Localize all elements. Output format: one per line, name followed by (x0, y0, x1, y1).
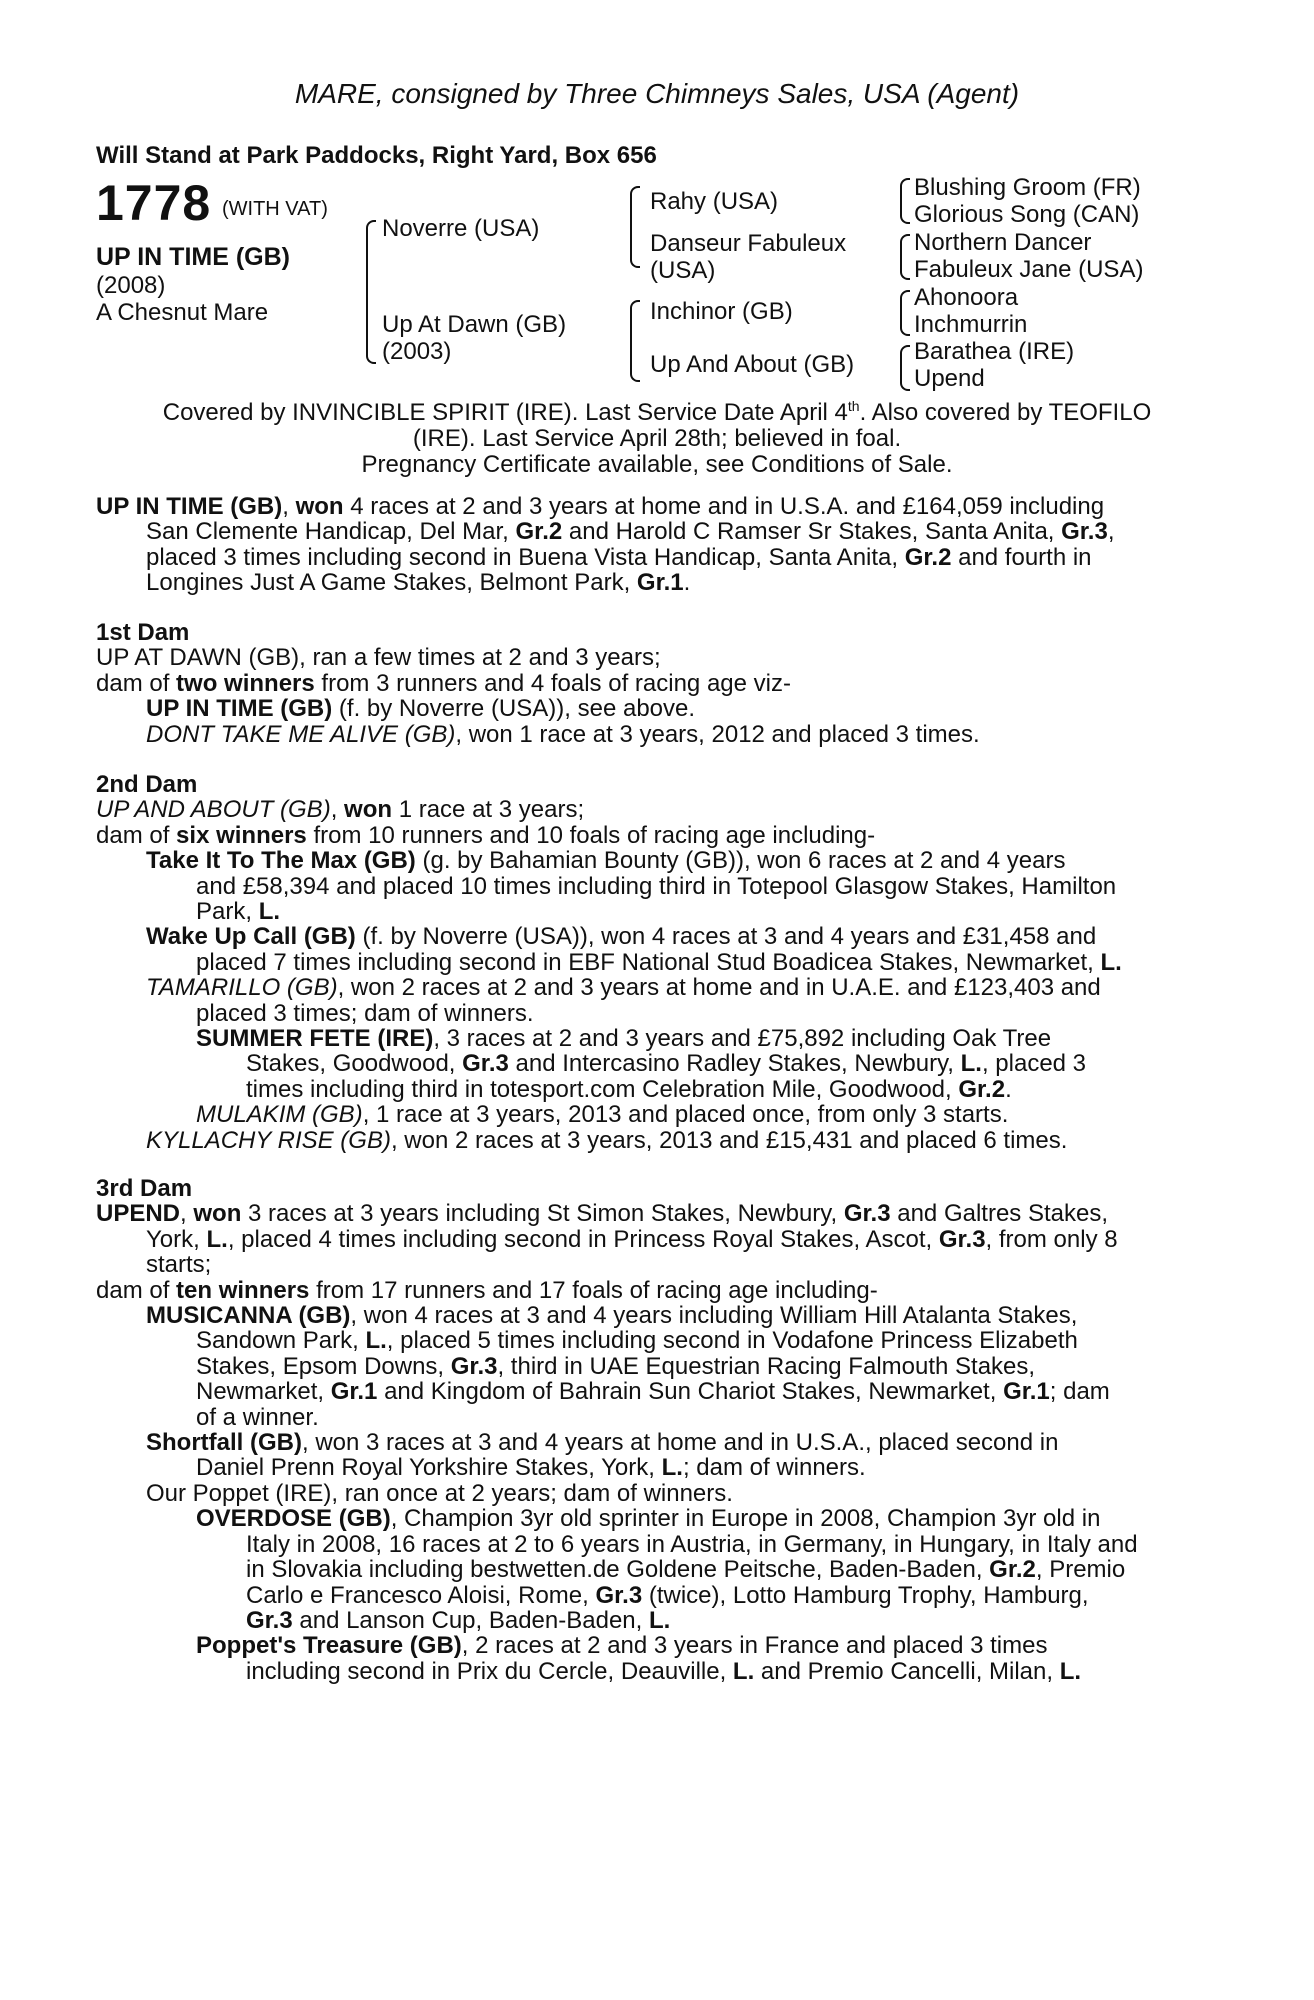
pedigree-brace-3c (900, 290, 910, 336)
dam-text: Stakes, Goodwood, (246, 1050, 463, 1078)
dam-text: , 2 races at 2 and 3 years in France and placed 3 times (461, 1632, 1048, 1660)
third-dam-section (96, 1176, 1196, 1684)
dam-text: placed 7 times including second in EBF National Stud Boadicea Stakes, Newmarket, (196, 948, 1101, 976)
dam-name: UPEND (96, 1200, 181, 1228)
dam-text: , won 1 race at 3 years, 2012 and placed 3 times. (455, 720, 980, 748)
dam-text: UP AT DAWN (GB), ran a few times at 2 and 3 years; (96, 644, 661, 672)
grade: Gr.3 (938, 1225, 986, 1253)
dam-text: Park, (196, 898, 259, 926)
grade: Gr.2 (904, 543, 952, 571)
progeny-name: Shortfall (GB) (146, 1429, 302, 1457)
progeny-name: Poppet's Treasure (GB) (196, 1632, 462, 1660)
dam-text: , placed 3 (981, 1050, 1087, 1078)
dam-text: from 10 runners and 10 foals of racing age including- (306, 821, 876, 849)
pedigree-sds: Northern Dancer (914, 229, 1092, 256)
dam-text: Carlo e Francesco Aloisi, Rome, (246, 1581, 596, 1609)
dam-text: dam of (96, 821, 177, 849)
section-heading: 3rd Dam (96, 1175, 193, 1202)
dam-won: won (193, 1200, 242, 1228)
progeny-name: DONT TAKE ME ALIVE (GB) (146, 720, 456, 748)
grade: Gr.3 (595, 1581, 643, 1609)
horse-year: (2008) (96, 272, 166, 299)
pedigree-sss: Blushing Groom (FR) (914, 174, 1141, 201)
grade: L. (960, 1050, 982, 1078)
summary-text: , (1107, 518, 1115, 546)
consignor-heading: MARE, consigned by Three Chimneys Sales, USA (Agent) (294, 78, 1020, 109)
progeny-name: MUSICANNA (GB) (146, 1302, 351, 1330)
dam-text: dam of (96, 669, 177, 697)
summary-name: UP IN TIME (GB) (96, 493, 283, 520)
grade: Gr.1 (636, 569, 684, 597)
grade: Gr.1 (1003, 1378, 1050, 1406)
summary-text: San Clemente Handicap, Del Mar, (146, 518, 516, 546)
grade: Gr.1 (330, 1378, 378, 1406)
dam-text: , won 4 races at 3 and 4 years including William Hill Atalanta Stakes, (350, 1302, 1078, 1330)
dam-text: from 3 runners and 4 foals of racing age viz- (314, 669, 791, 697)
horse-description: A Chesnut Mare (96, 299, 269, 326)
dam-text: , third in UAE Equestrian Racing Falmouth Stakes, (497, 1352, 1036, 1380)
dam-text: York, (146, 1225, 207, 1253)
dam-text: ; dam (1049, 1378, 1110, 1406)
dam-text: Sandown Park, (196, 1327, 366, 1355)
second-dam-section (96, 772, 1196, 1153)
mare-summary (96, 494, 1196, 596)
dam-text: dam of (96, 1276, 177, 1304)
winners-count: six winners (176, 821, 307, 849)
dam-text: . (1005, 1075, 1012, 1103)
grade: Gr.3 (1061, 518, 1108, 546)
winners-count: ten winners (176, 1276, 310, 1304)
pedigree-brace-3b (900, 234, 910, 280)
dam-text: in Slovakia including bestwetten.de Goldene Peitsche, Baden-Baden, (246, 1556, 990, 1584)
section-heading: 1st Dam (96, 619, 190, 646)
pedigree-sire-sire: Rahy (USA) (650, 188, 779, 215)
summary-text: and Harold C Ramser Sr Stakes, Santa Anita, (562, 518, 1062, 546)
progeny-name: SUMMER FETE (IRE) (196, 1025, 434, 1053)
first-dam-section (96, 620, 1196, 747)
progeny-name: Take It To The Max (GB) (146, 847, 416, 875)
grade: Gr.3 (843, 1200, 891, 1228)
pedigree-brace-3d (900, 345, 910, 391)
dam-text: , won 2 races at 3 years, 2013 and £15,431 and placed 6 times. (390, 1126, 1068, 1154)
dam-text: , from only 8 (985, 1225, 1118, 1253)
summary-text: . (683, 569, 691, 597)
dam-text: , 3 races at 2 and 3 years and £75,892 including Oak Tree (433, 1025, 1052, 1053)
pedigree-dam: Up At Dawn (GB) (382, 311, 567, 338)
pedigree-dsd: Inchmurrin (914, 311, 1028, 338)
dam-text: Stakes, Epsom Downs, (196, 1352, 451, 1380)
dam-text: from 17 runners and 17 foals of racing age including- (309, 1276, 878, 1304)
dam-text: , 1 race at 3 years, 2013 and placed once, from only 3 starts. (362, 1101, 1009, 1129)
dam-text: Daniel Prenn Royal Yorkshire Stakes, York, (196, 1454, 662, 1482)
grade: L. (206, 1225, 228, 1253)
grade: Gr.2 (989, 1556, 1036, 1584)
dam-text: , Premio (1035, 1556, 1126, 1584)
pedigree-ddd: Upend (914, 365, 985, 392)
dam-text: and Intercasino Radley Stakes, Newbury, (508, 1050, 961, 1078)
progeny-name: Wake Up Call (GB) (146, 923, 356, 951)
dam-text: Italy in 2008, 16 races at 2 to 6 years in Austria, in Germany, in Hungary, in Italy and (246, 1530, 1138, 1558)
pedigree-brace-1 (366, 220, 376, 364)
pedigree-brace-2a (630, 186, 640, 268)
grade: Gr.3 (450, 1352, 498, 1380)
progeny-name: MULAKIM (GB) (196, 1101, 363, 1129)
dam-text: , placed 4 times including second in Princess Royal Stakes, Ascot, (227, 1225, 939, 1253)
section-heading: 2nd Dam (96, 771, 198, 798)
covered-note (0, 393, 1314, 478)
dam-text: and Galtres Stakes, (890, 1200, 1109, 1228)
grade: Gr.2 (515, 518, 563, 546)
pedigree-dam-dam: Up And About (GB) (650, 351, 855, 378)
dam-text: (g. by Bahamian Bounty (GB)), won 6 races at 2 and 4 years (415, 847, 1066, 875)
grade: L. (1059, 1657, 1082, 1685)
summary-text: placed 3 times including second in Buena Vista Handicap, Santa Anita, (146, 543, 905, 571)
progeny-name: UP IN TIME (GB) (146, 695, 333, 723)
pedigree-brace-2b (630, 300, 640, 382)
grade: Gr.2 (958, 1075, 1006, 1103)
progeny-name: OVERDOSE (GB) (196, 1505, 391, 1533)
dam-text: , won 3 races at 3 and 4 years at home and in U.S.A., placed second in (302, 1429, 1059, 1457)
dam-text: of a winner. (196, 1403, 319, 1431)
summary-sep: , (282, 493, 296, 520)
summary-text: 4 races at 2 and 3 years at home and in U.S.A. and £164,059 including (343, 493, 1105, 520)
lot-number: 1778 (96, 175, 212, 231)
covered-line3: Pregnancy Certificate available, see Conditions of Sale. (361, 451, 953, 478)
pedigree-sdd: Fabuleux Jane (USA) (914, 256, 1144, 283)
pedigree-dss: Ahonoora (914, 284, 1019, 311)
grade: L. (648, 1606, 671, 1634)
dam-text: Newmarket, (196, 1378, 331, 1406)
dam-text: 1 race at 3 years; (392, 796, 585, 824)
dam-text: and £58,394 and placed 10 times including third in Totepool Glasgow Stakes, Hamilton (196, 872, 1117, 900)
grade: L. (1100, 948, 1122, 976)
progeny-name: TAMARILLO (GB) (146, 974, 338, 1002)
dam-text: , (180, 1200, 194, 1228)
grade: L. (661, 1454, 683, 1482)
dam-text: and Premio Cancelli, Milan, (754, 1657, 1060, 1685)
dam-text: , (330, 796, 345, 824)
pedigree-sire: Noverre (USA) (382, 215, 540, 242)
dam-text: and Kingdom of Bahrain Sun Chariot Stakes, Newmarket, (377, 1378, 1004, 1406)
winners-count: two winners (176, 669, 315, 697)
dam-text: times including third in totesport.com Celebration Mile, Goodwood, (246, 1075, 959, 1103)
dam-name: UP AND ABOUT (GB) (96, 796, 331, 824)
dam-text: 3 races at 3 years including St Simon Stakes, Newbury, (241, 1200, 844, 1228)
dam-text: , placed 5 times including second in Vodafone Princess Elizabeth (386, 1327, 1078, 1355)
dam-text: starts; (146, 1251, 212, 1279)
dam-text: and Lanson Cup, Baden-Baden, (292, 1606, 649, 1634)
grade: Gr.3 (246, 1606, 293, 1634)
grade: L. (365, 1327, 387, 1355)
covered-line1-end: . Also covered by TEOFILO (859, 399, 1152, 426)
dam-text: placed 3 times; dam of winners. (196, 999, 534, 1027)
dam-text: including second in Prix du Cercle, Deauville, (246, 1657, 733, 1685)
pedigree-ssd: Glorious Song (CAN) (914, 201, 1140, 228)
covered-line1: Covered by INVINCIBLE SPIRIT (IRE). Last Service Date April 4 (162, 399, 848, 426)
vat-note: (WITH VAT) (222, 198, 328, 220)
dam-won: won (344, 796, 393, 824)
summary-text: Longines Just A Game Stakes, Belmont Park, (146, 569, 637, 597)
summary-won: won (295, 493, 344, 520)
pedigree-brace-3a (900, 178, 910, 224)
progeny-name: KYLLACHY RISE (GB) (146, 1126, 391, 1154)
summary-text: and fourth in (951, 543, 1092, 571)
pedigree-sire-dam-country: (USA) (650, 257, 716, 284)
pedigree-dds: Barathea (IRE) (914, 338, 1075, 365)
progeny-name: Our Poppet (IRE), ran once at 2 years; dam of winners. (146, 1479, 733, 1507)
dam-text: (twice), Lotto Hamburg Trophy, Hamburg, (642, 1581, 1089, 1609)
grade: L. (732, 1657, 755, 1685)
pedigree-dam-sire: Inchinor (GB) (650, 298, 793, 325)
dam-text: ; dam of winners. (682, 1454, 866, 1482)
stand-location: Will Stand at Park Paddocks, Right Yard, Box 656 (96, 142, 657, 169)
pedigree-dam-year: (2003) (382, 338, 452, 365)
covered-sup: th (847, 398, 860, 414)
grade: L. (258, 898, 281, 926)
pedigree-sire-dam: Danseur Fabuleux (650, 230, 847, 257)
grade: Gr.3 (462, 1050, 509, 1078)
dam-text: (f. by Noverre (USA)), see above. (332, 695, 696, 723)
dam-text: (f. by Noverre (USA)), won 4 races at 3 and 4 years and £31,458 and (355, 923, 1097, 951)
dam-text: , won 2 races at 2 and 3 years at home and in U.A.E. and £123,403 and (337, 974, 1101, 1002)
dam-text: , Champion 3yr old sprinter in Europe in 2008, Champion 3yr old in (390, 1505, 1101, 1533)
covered-line2: (IRE). Last Service April 28th; believed in foal. (412, 425, 902, 452)
horse-name: UP IN TIME (GB) (96, 243, 290, 271)
